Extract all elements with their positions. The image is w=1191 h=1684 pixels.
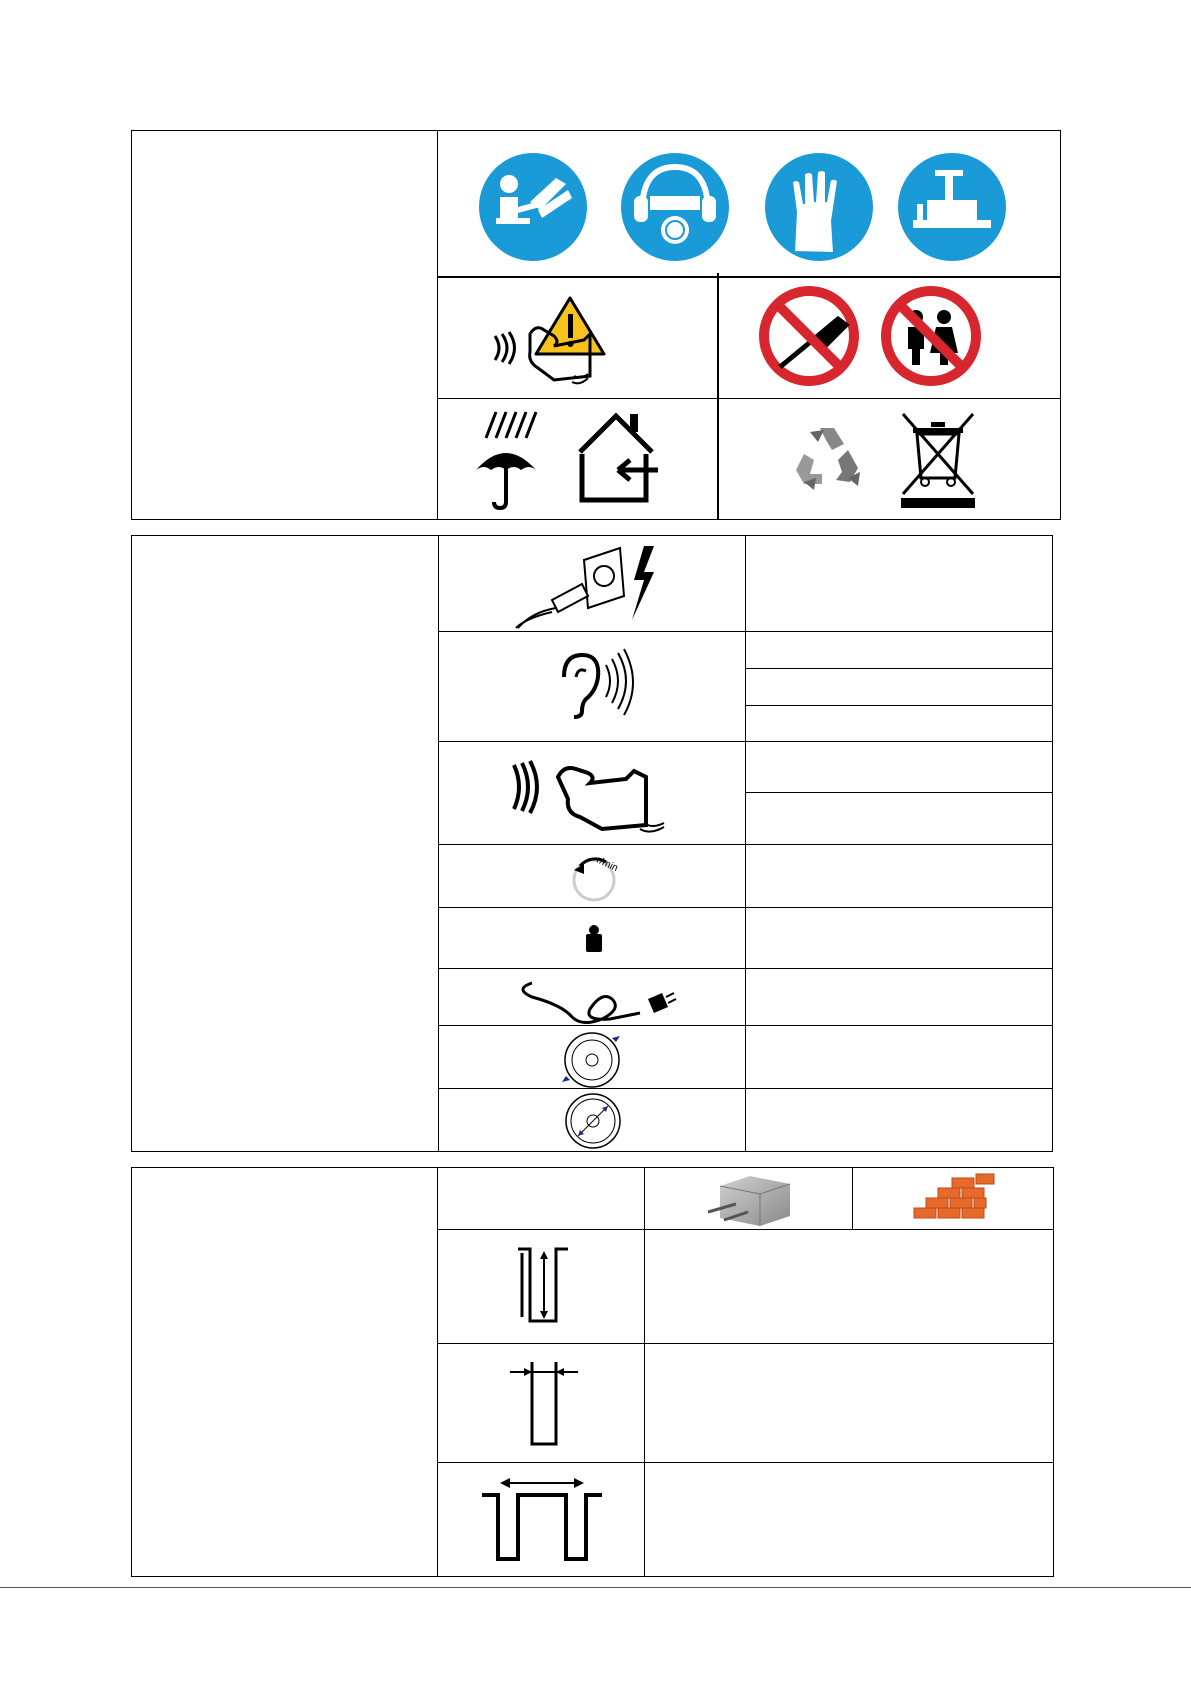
keep-dry-icon bbox=[472, 408, 542, 510]
noise-ear-icon bbox=[550, 647, 640, 719]
power-cord-icon bbox=[512, 975, 676, 1023]
vibration-arm-icon bbox=[510, 755, 674, 835]
groove-depth-icon bbox=[516, 1245, 572, 1325]
clamp-workpiece-icon bbox=[897, 152, 1007, 262]
gloves-icon bbox=[764, 152, 874, 262]
table-1-label-cell bbox=[132, 131, 437, 519]
groove-width-icon bbox=[508, 1356, 580, 1446]
table-3-header-blank-cell bbox=[438, 1168, 644, 1229]
footer-rule bbox=[0, 1587, 1191, 1588]
read-manual-icon bbox=[478, 152, 588, 262]
no-screwdriver-icon bbox=[758, 285, 860, 387]
weee-bin-icon bbox=[899, 410, 977, 508]
speed-rpm-icon bbox=[566, 850, 626, 904]
groove-spacing-icon bbox=[480, 1473, 604, 1561]
table-3-label-cell bbox=[132, 1168, 437, 1576]
no-children-icon bbox=[880, 285, 982, 387]
disc-diameter-icon bbox=[558, 1030, 630, 1090]
concrete-block-icon bbox=[706, 1172, 794, 1228]
indoor-use-icon bbox=[574, 410, 660, 504]
unplug-power-icon bbox=[512, 538, 672, 630]
table-2-label-cell bbox=[132, 536, 438, 1151]
weight-icon bbox=[584, 924, 604, 952]
face-protection-icon bbox=[620, 152, 730, 262]
vibration-warning-icon bbox=[490, 288, 630, 386]
rpm-unit-text: r/min bbox=[594, 854, 620, 875]
bore-diameter-icon bbox=[560, 1092, 626, 1150]
brick-wall-icon bbox=[912, 1170, 998, 1226]
recycle-icon bbox=[790, 420, 866, 496]
